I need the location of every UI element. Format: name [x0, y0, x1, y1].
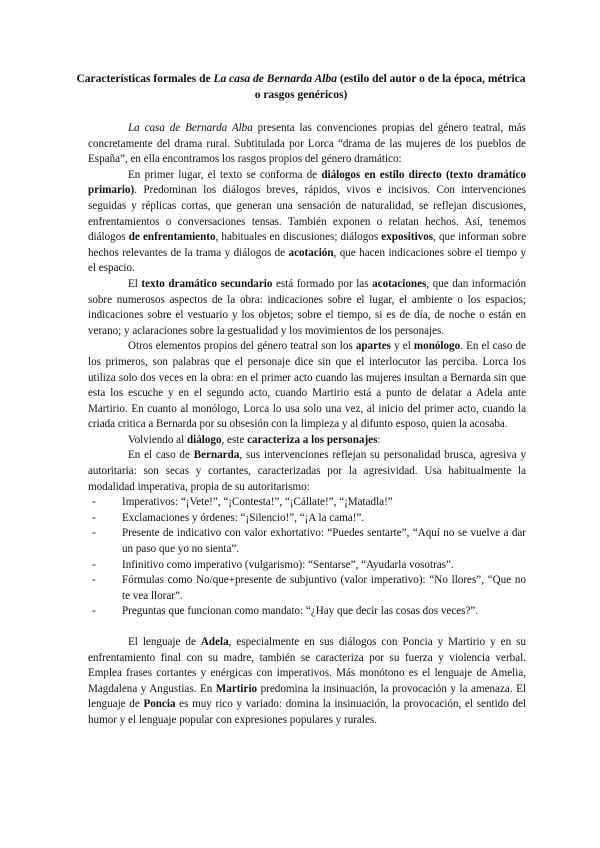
title-text: Características formales de	[76, 73, 214, 85]
paragraph-text: , que informan sobre hechos relevantes de la trama y diálogos de	[88, 231, 527, 259]
paragraph-text: . En el caso de los primeros, son palabras que el personaje dice sin que el interlocutor las perciba. Lorca los utiliza solo dos veces en la obra: en el primer acto cuando las mujeres insultan a Bernarda sin que esta los escuche y en el segundo acto, cuando Martirio está a punto de delatar a Adela ante Martirio. En cuanto al monólogo, Lorca lo usa solo una vez, al inicio del primer acto, cuando la criada critica a Bernarda por su obsesión con la limpieza y al difunto esposo, quien la acosaba.	[88, 340, 526, 431]
paragraph-text: El	[128, 277, 142, 290]
bold-term: expositivos	[381, 231, 434, 244]
paragraph-text: :	[377, 433, 381, 446]
document-body	[88, 121, 526, 729]
bold-term: de enfrentamiento	[128, 231, 216, 244]
list-item	[88, 558, 526, 574]
paragraph-intro	[88, 121, 526, 168]
paragraph-text: En primer lugar, el texto se conforma de	[128, 168, 322, 181]
paragraph-text: , especialmente en sus diálogos con Poncia y Martirio y en su enfrentamiento final con su madre, también se caracteriza por su fuerza y violencia verbal. Emplea frases cortantes y enérgicas con imperativos. Más monótono es el lenguaje de Amelia, Magdalena y Angustias. En	[88, 636, 526, 695]
dash-bullet: -	[92, 605, 96, 618]
bold-term: diálogos en estilo directo (texto dramático primario)	[88, 168, 526, 197]
title-work-name: La casa de Bernarda Alba	[213, 73, 337, 85]
list-item	[88, 573, 526, 604]
paragraph-text: , que dan información sobre numerosos aspectos de la obra: indicaciones sobre el lugar, el ambiente o los espacios; indicaciones sobre el vestuario y los objetos; sobre el tiempo, si es de día, de noche o están en verano; y aclaraciones sobre la gestualidad y los movimientos de los personajes.	[88, 277, 527, 337]
paragraph-dialogos	[88, 168, 526, 277]
paragraph-text: está formado por las	[272, 277, 373, 290]
bold-term: Bernarda	[193, 449, 240, 462]
list-item-text: Presente de indicativo con valor exhortativo: “Puedes sentarte”, “Aquí no se vuelve a dar un paso que yo no sienta”.	[122, 527, 526, 556]
work-title: La casa de Bernarda Alba	[128, 122, 253, 134]
paragraph-apartes	[88, 339, 526, 433]
document-title	[75, 71, 527, 103]
paragraph-gap	[88, 620, 526, 635]
paragraph-adela	[88, 635, 526, 729]
list-item-text: Infinitivo como imperativo (vulgarismo): “Sentarse”, “Ayudarla vosotras”.	[122, 558, 454, 571]
paragraph-acotaciones	[88, 277, 526, 339]
bold-term: Martirio	[215, 682, 258, 695]
bold-term: monólogo	[413, 340, 461, 353]
paragraph-text: Volviendo al	[128, 433, 187, 446]
dash-bullet: -	[92, 574, 96, 587]
bold-term: caracteriza a los personajes	[247, 433, 378, 446]
imperative-list	[88, 495, 526, 620]
dash-bullet: -	[92, 527, 96, 540]
list-item-text: Exclamaciones y órdenes: “¡Silencio!”, “¡A la cama!”.	[122, 511, 365, 524]
title-subtitle: (estilo del autor o de la época, métrica o rasgos genéricos)	[254, 73, 526, 101]
bold-term: diálogo	[186, 433, 222, 446]
list-item-text: Imperativos: “¡Vete!”, “¡Contesta!”, “¡Cállate!”, “¡Matadla!”	[122, 496, 393, 509]
paragraph-text: es muy rico y variado: domina la insinuación, la provocación, el sentido del humor y el lenguaje popular con expresiones populares y rurales.	[88, 698, 526, 726]
paragraph-text: , habituales en discusiones; diálogos	[215, 231, 382, 244]
bold-term: acotaciones	[372, 277, 427, 290]
paragraph-text: El lenguaje de	[128, 636, 201, 648]
paragraph-text: , que hacen indicaciones sobre el tiempo y el espacio.	[88, 246, 526, 275]
bold-term: texto dramático secundario	[141, 277, 273, 290]
bold-term: Poncia	[143, 698, 176, 711]
paragraph-text: presenta las convenciones propias del género teatral, más concretamente del drama rural. Subtitulada por Lorca “drama de las mujeres de los pueblos de España”, en ella encontramos los rasgos propios del género dramático:	[88, 122, 526, 166]
list-item-text: Preguntas que funcionan como mandato: “¿Hay que decir las cosas dos veces?”.	[122, 605, 479, 618]
list-item-text: Fórmulas como No/que+presente de subjuntivo (valor imperativo): “No llores”, “Que no te vea llorar”.	[122, 574, 526, 602]
bold-term: Adela	[200, 636, 229, 648]
paragraph-text: . Predominan los diálogos breves, rápidos, vivos e incisivos. Con intervenciones seguidas y réplicas cortas, que generan una sensación de naturalidad, se reflejan discusiones, enfrentamientos o conversaciones tensas. También exponen o relatan hechos. Así, tenemos diálogos	[88, 184, 526, 244]
paragraph-text: En el caso de	[128, 449, 194, 462]
paragraph-text: predomina la insinuación, la provocación y la amenaza. El lenguaje de	[88, 682, 526, 711]
list-item	[88, 526, 526, 557]
paragraph-dialogo-caracteriza	[88, 433, 526, 449]
bold-term: apartes	[355, 340, 391, 353]
list-item	[88, 495, 526, 511]
paragraph-text: , este	[221, 433, 248, 446]
paragraph-text: y el	[390, 340, 414, 353]
dash-bullet: -	[92, 558, 96, 571]
paragraph-text: Otros elementos propios del género teatral son los	[128, 340, 356, 353]
dash-bullet: -	[92, 496, 96, 509]
list-item	[88, 511, 526, 527]
paragraph-bernarda	[88, 448, 526, 495]
dash-bullet: -	[92, 511, 96, 524]
bold-term: acotación	[288, 246, 334, 259]
list-item	[88, 604, 526, 620]
paragraph-text: , sus intervenciones reflejan su personalidad brusca, agresiva y autoritaria: son secas y cortantes, caracterizadas por la agresividad. Usa habitualmente la modalidad imperativa, propia de su autoritarismo:	[88, 449, 527, 493]
